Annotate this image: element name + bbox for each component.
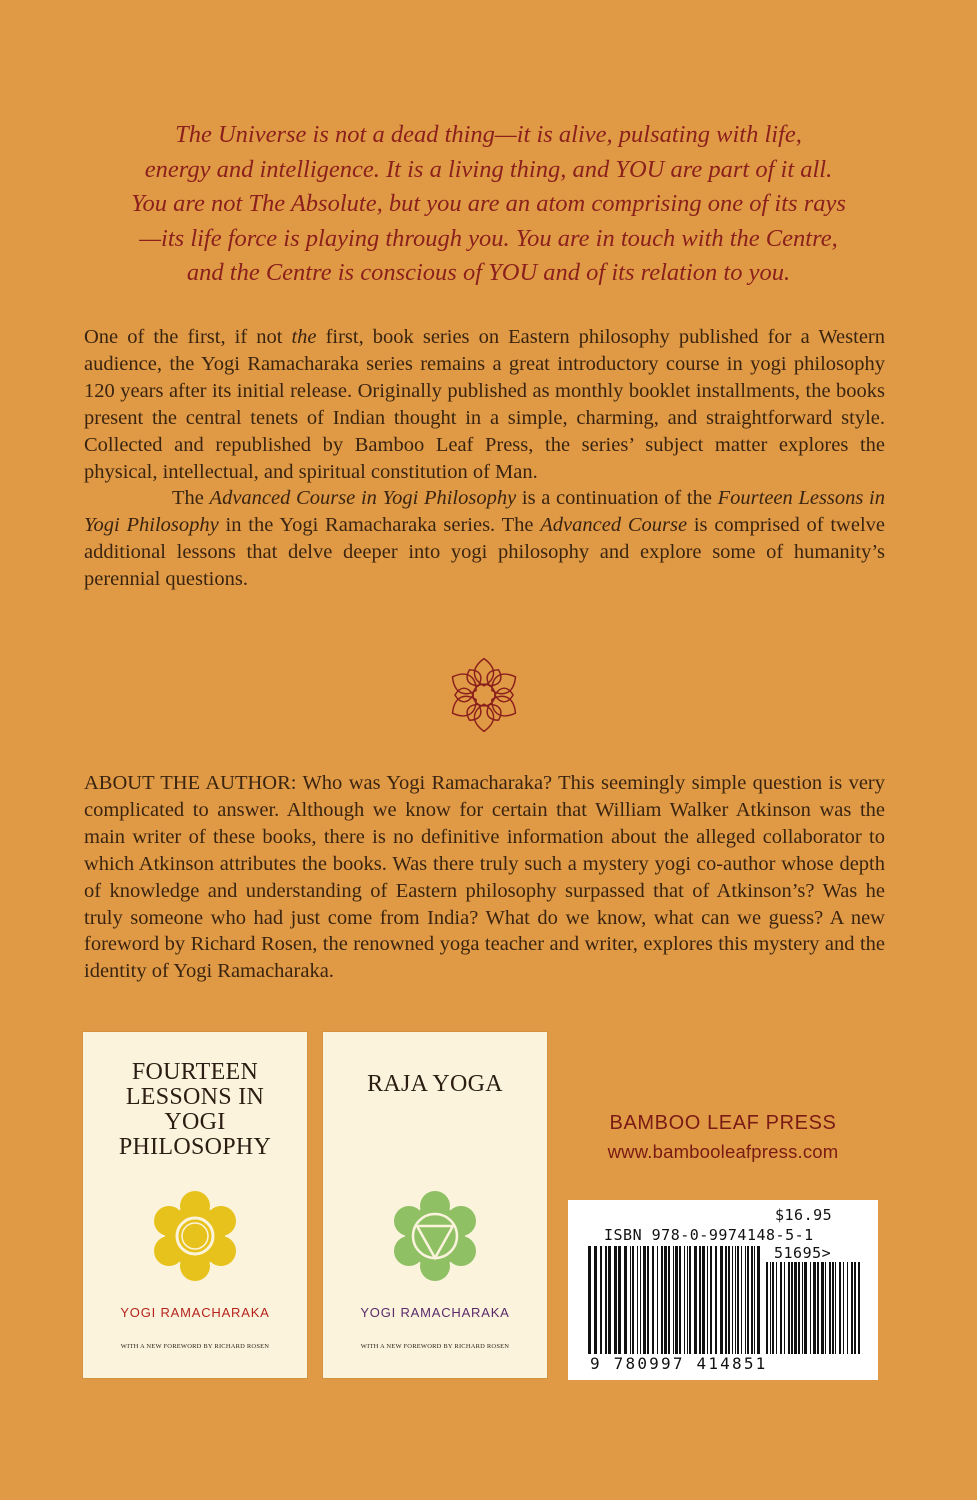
barcode-bar <box>751 1246 753 1354</box>
title-line: RAJA YOGA <box>367 1071 503 1097</box>
barcode-bar <box>851 1262 853 1354</box>
barcode-bar <box>687 1246 688 1354</box>
barcode-bar <box>854 1262 856 1354</box>
barcode-bar <box>732 1246 733 1354</box>
barcode-bar <box>694 1246 697 1354</box>
book-foreword-note: WITH A NEW FOREWORD BY RICHARD ROSEN <box>120 1343 270 1350</box>
barcode-bar <box>835 1262 836 1354</box>
barcode-bar <box>821 1262 824 1354</box>
barcode-bar <box>810 1262 811 1354</box>
barcode-bar <box>772 1262 774 1354</box>
book-author: YOGI RAMACHARAKA <box>120 1305 270 1320</box>
barcode-bar <box>605 1246 607 1354</box>
barcode-bar <box>679 1246 681 1354</box>
barcode-bar <box>594 1246 597 1354</box>
description-paragraph-2 <box>84 485 885 593</box>
addon-barcode <box>766 1262 860 1354</box>
barcode-bar <box>832 1262 834 1354</box>
quote-line: You are not The Absolute, but you are an atom comprising one of its rays <box>131 190 846 217</box>
barcode-bar <box>754 1246 755 1354</box>
quote-line: —its life force is playing through you. You are in touch with the Centre, <box>139 224 838 252</box>
quote-line: and the Centre is conscious of YOU and of its relation to you. <box>186 259 791 286</box>
barcode-bar <box>747 1246 749 1354</box>
barcode-bar <box>588 1246 591 1354</box>
book-description <box>84 324 885 593</box>
barcode-bar <box>766 1262 768 1354</box>
barcode-bar <box>735 1246 736 1354</box>
publisher-url[interactable]: www.bambooleafpress.com <box>607 1141 839 1162</box>
barcode-bar <box>643 1246 646 1354</box>
barcode-bar <box>839 1262 841 1354</box>
barcode-bar <box>745 1246 746 1354</box>
barcode-bar <box>707 1246 708 1354</box>
text-run: first, book series on Eastern philosophy published for a Western audience, the Yogi Ramacharaka series remains a great introductory course in yogi philosophy 120 years after its initial release. Originally published as monthly booklet installments, the books present the central tenets of Indian thought in a simple, charming, and straightforward style. Collected and republished by Bamboo Leaf Press, the series’ subject matter explores the physical, intellectual, and spiritual constitution of Man. <box>84 326 886 483</box>
barcode-bar <box>813 1262 816 1354</box>
barcode-panel <box>568 1200 878 1380</box>
price-label: $16.95 <box>775 1206 833 1224</box>
barcode-bar <box>715 1246 717 1354</box>
barcode-bar <box>632 1246 634 1354</box>
barcode-bar <box>741 1246 742 1354</box>
barcode-bar <box>600 1246 602 1354</box>
barcode-bar <box>794 1262 797 1354</box>
title-line: FOURTEEN <box>131 1059 259 1085</box>
barcode-bar <box>624 1246 627 1354</box>
barcode-bar <box>776 1262 777 1354</box>
lotus-ornament-icon <box>447 655 521 735</box>
barcode-bar <box>661 1246 663 1354</box>
barcode-bar <box>699 1246 701 1354</box>
book-title <box>323 1072 547 1097</box>
barcode-bar <box>791 1262 793 1354</box>
text-run: One of the first, if not <box>84 326 292 348</box>
barcode-bar <box>618 1246 621 1354</box>
price-addon-digits: 51695> <box>774 1244 832 1262</box>
barcode-bar <box>647 1246 649 1354</box>
text-run: is comprised of twelve additional lessons that delve deeper into yogi philosophy and explore some of humanity’s perennial questions. <box>84 514 885 591</box>
barcode-bar <box>702 1246 705 1354</box>
book-author: YOGI RAMACHARAKA <box>360 1305 510 1320</box>
barcode-bar <box>757 1246 760 1354</box>
book-title-italic: Fourteen Lessons in Yogi Philosophy <box>84 487 885 537</box>
barcode-bar <box>770 1262 771 1354</box>
green-chakra-icon <box>390 1186 480 1286</box>
description-paragraph-1 <box>84 324 885 485</box>
barcode-bar <box>668 1246 670 1354</box>
book-title <box>83 1060 307 1160</box>
barcode-bar <box>720 1246 723 1354</box>
barcode-bar <box>788 1262 790 1354</box>
yellow-chakra-icon <box>150 1186 240 1286</box>
barcode-bar <box>858 1262 860 1354</box>
book-title-italic: Advanced Course <box>540 514 688 537</box>
barcode-bar <box>798 1262 800 1354</box>
barcode-bar <box>608 1246 611 1354</box>
text-run: in the Yogi Ramacharaka series. The <box>218 514 541 537</box>
barcode-bar <box>802 1262 803 1354</box>
barcode-bar <box>825 1262 826 1354</box>
quote-line: The Universe is not a dead thing—it is alive, pulsating with life, <box>175 121 802 148</box>
barcode-bar <box>710 1246 712 1354</box>
barcode-bar <box>640 1246 641 1354</box>
barcode-bar <box>664 1246 667 1354</box>
barcode-bar <box>637 1246 638 1354</box>
barcode-bar <box>737 1246 739 1354</box>
barcode-bar <box>804 1262 807 1354</box>
barcode-bar <box>843 1262 844 1354</box>
cover-quote <box>90 118 887 291</box>
barcode-bar <box>689 1246 691 1354</box>
barcode-bar <box>817 1262 819 1354</box>
text-run: is a continuation of the <box>516 487 718 510</box>
barcode-bar <box>675 1246 678 1354</box>
barcode-bar <box>630 1246 631 1354</box>
title-line: PHILOSOPHY <box>118 1134 272 1160</box>
barcode-bar <box>784 1262 785 1354</box>
title-line: YOGI <box>164 1109 226 1135</box>
book-cover-fourteen-lessons <box>83 1032 307 1378</box>
barcode-bar <box>829 1262 831 1354</box>
text-run: The <box>172 487 210 510</box>
barcode-bar <box>673 1246 674 1354</box>
emphasis: the <box>291 326 317 348</box>
title-line: LESSONS IN <box>125 1084 265 1110</box>
book-title-italic: Advanced Course in Yogi Philosophy <box>209 487 517 510</box>
isbn-label: ISBN 978-0-9974148-5-1 <box>604 1226 814 1244</box>
barcode-bar <box>728 1246 730 1354</box>
barcode-bar <box>684 1246 685 1354</box>
barcode-bar <box>725 1246 727 1354</box>
barcode-bar <box>657 1246 658 1354</box>
barcode-bar <box>780 1262 782 1354</box>
book-cover-raja-yoga <box>323 1032 547 1378</box>
ean-barcode <box>588 1246 760 1354</box>
about-the-author: ABOUT THE AUTHOR: Who was Yogi Ramacharaka? This seemingly simple question is very complicated to answer. Although we know for certain that William Walker Atkinson was the main writer of these books, there is no definitive information about the alleged collaborator to which Atkinson attributes the books. Was there truly such a mystery yogi co-author whose depth of knowledge and understanding of Eastern philosophy surpassed that of Atkinson’s? Was he truly someone who had just come from India? What do we know, what can we guess? A new foreword by Richard Rosen, the renowned yoga teacher and writer, explores this mystery and the identity of Yogi Ramacharaka. <box>84 772 885 983</box>
ean-digits: 9 780997 414851 <box>590 1354 768 1373</box>
publisher-name: BAMBOO LEAF PRESS <box>609 1112 837 1134</box>
book-foreword-note: WITH A NEW FOREWORD BY RICHARD ROSEN <box>360 1343 510 1350</box>
barcode-bar <box>614 1246 617 1354</box>
barcode-bar <box>652 1246 654 1354</box>
barcode-bar <box>847 1262 848 1354</box>
quote-line: energy and intelligence. It is a living thing, and YOU are part of it all. <box>144 155 833 183</box>
